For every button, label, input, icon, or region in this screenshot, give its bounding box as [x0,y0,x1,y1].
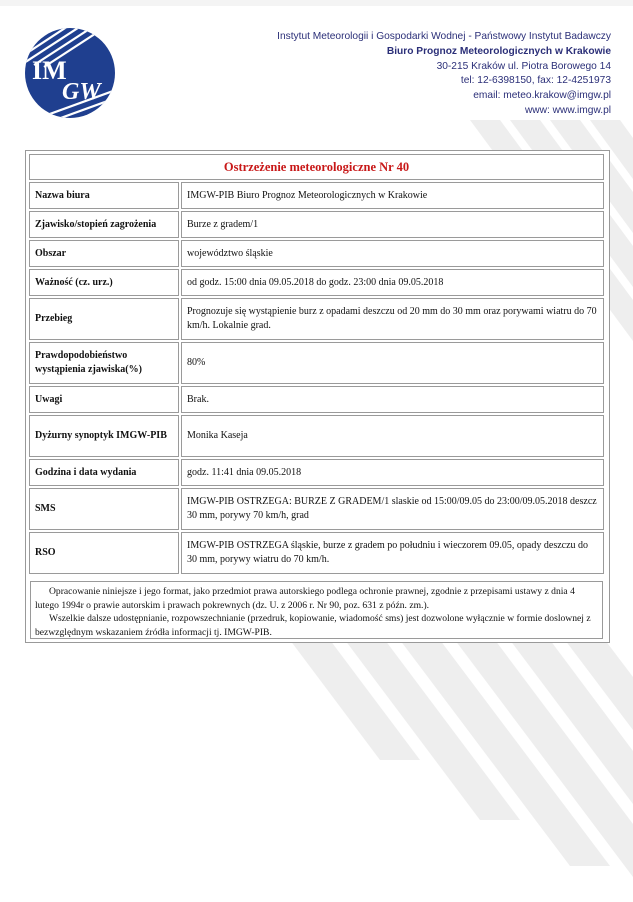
table-row [29,240,604,267]
table-row [29,532,604,574]
office-name: Biuro Prognoz Meteorologicznych w Krakowie [386,45,611,57]
row-value: od godz. 15:00 dnia 09.05.2018 do godz. 23:00 dnia 09.05.2018 [181,269,604,296]
table-row [29,415,604,457]
row-value: 80% [181,342,604,384]
row-value: IMGW-PIB Biuro Prognoz Meteorologicznych w Krakowie [181,182,604,209]
row-label: Nazwa biura [29,182,179,209]
row-value: Burze z gradem/1 [181,211,604,238]
row-value: Monika Kaseja [181,415,604,457]
row-label: Dyżurny synoptyk IMGW-PIB [29,415,179,457]
table-row [29,386,604,413]
row-label: SMS [29,488,179,530]
row-label: Uwagi [29,386,179,413]
redistribution-paragraph: Wszelkie dalsze udostępnianie, rozpowszechnianie (przedruk, kopiowanie, wiadomość sms) jest dozwolone wyłącznie w formie doslownej z bezwzględnym wskazaniem źródła informacji tj. IMGW-PIB. [35,613,591,638]
table-row [29,488,604,530]
row-value: IMGW-PIB OSTRZEGA śląskie, burze z gradem po południu i wieczorem 09.05, opady deszczu do 30 mm, porywy wiatru do 70 km/h. [181,532,604,574]
warning-document [25,150,610,643]
row-value: województwo śląskie [181,240,604,267]
office-phone: tel: 12-6398150, fax: 12-4251973 [460,75,611,87]
row-label: Obszar [29,240,179,267]
row-label: Zjawisko/stopień zagrożenia [29,211,179,238]
office-website: www: www.imgw.pl [524,104,611,116]
table-row [29,459,604,486]
table-row [29,154,604,180]
copyright-paragraph: Opracowanie niniejsze i jego format, jako przedmiot prawa autorskiego podlega ochronie prawnej, zgodnie z przepisami ustawy z dnia 4 lutego 1994r o prawie autorskim i prawach pokrewnych (dz. U. z 2006 r. Nr 90, poz. 631 z późn. zm.). [35,586,575,611]
table-row [29,298,604,340]
office-address: 30-215 Kraków ul. Piotra Borowego 14 [436,60,611,72]
imgw-logo [24,27,116,119]
table-row [29,182,604,209]
table-row [29,269,604,296]
imgw-logo-mark [24,27,116,119]
row-value: Prognozuje się wystąpienie burz z opadami deszczu od 20 mm do 30 mm oraz porywami wiatru do 70 km/h. Lokalnie grad. [181,298,604,340]
warning-table [27,152,606,576]
copyright-notice [30,581,603,639]
row-value: godz. 11:41 dnia 09.05.2018 [181,459,604,486]
row-value: Brak. [181,386,604,413]
logo-text-gw: GW [62,79,101,105]
row-label: Godzina i data wydania [29,459,179,486]
logo-text-im: IM [32,56,67,85]
table-row [29,342,604,384]
table-row [29,211,604,238]
row-label: Przebieg [29,298,179,340]
row-value: IMGW-PIB OSTRZEGA: BURZE Z GRADEM/1 slaskie od 15:00/09.05 do 23:00/09.05.2018 deszcz 30 mm, porywy 70 km/h, grad [181,488,604,530]
row-label: Prawdopodobieństwo wystąpienia zjawiska(%) [29,342,179,384]
row-label: Ważność (cz. urz.) [29,269,179,296]
document-title: Ostrzeżenie meteorologiczne Nr 40 [29,154,604,180]
office-email: email: meteo.krakow@imgw.pl [473,90,611,102]
row-label: RSO [29,532,179,574]
institution-name: Instytut Meteorologii i Gospodarki Wodnej - Państwowy Instytut Badawczy [277,31,611,42]
institution-header [277,30,611,119]
